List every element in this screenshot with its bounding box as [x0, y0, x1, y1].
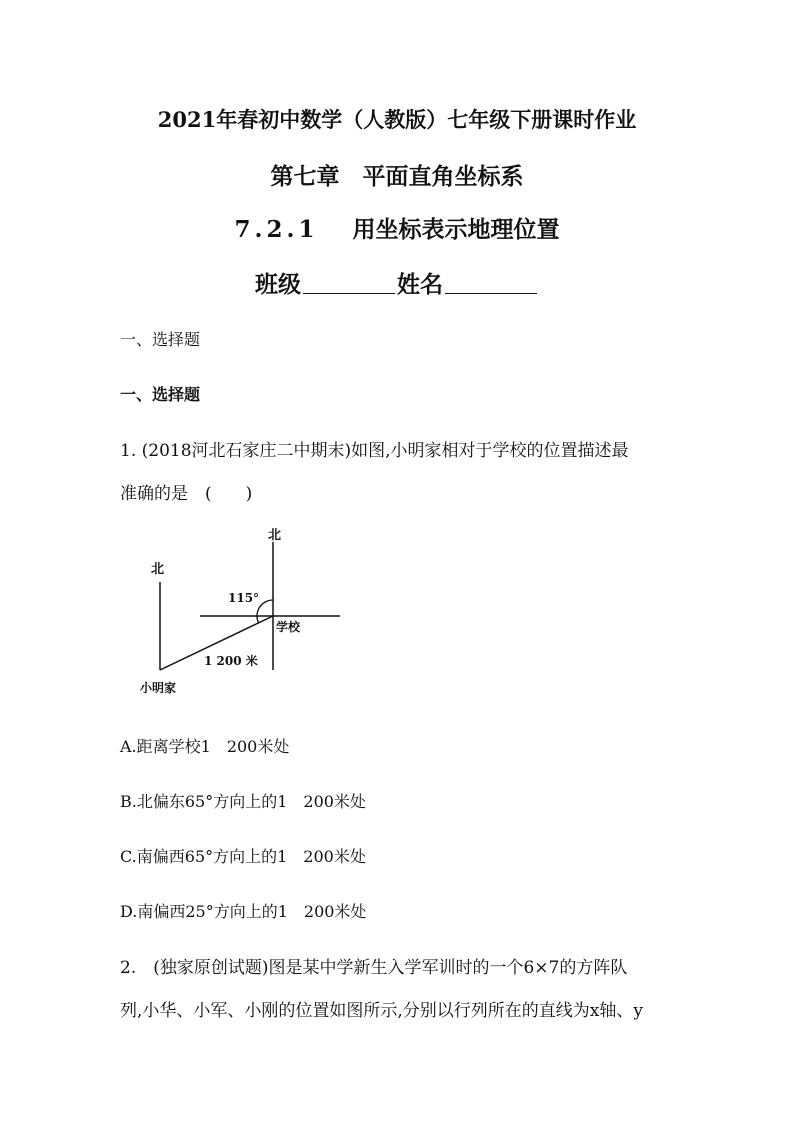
q2-stem-line2: 列,小华、小军、小刚的位置如图所示,分别以行列所在的直线为x轴、y	[120, 1001, 643, 1021]
document-title: 2021年春初中数学（人教版）七年级下册课时作业	[157, 107, 637, 132]
section-name: 用坐标表示地理位置	[352, 216, 560, 243]
section-heading-1: 一、选择题	[120, 330, 201, 349]
distance-label: 1 200 米	[204, 654, 258, 668]
q1-stem-line2: 准确的是 ( )	[120, 484, 253, 504]
q1-option-d: D.南偏西25°方向上的1 200米处	[120, 902, 367, 921]
q1-figure	[130, 520, 360, 705]
school-label: 学校	[276, 620, 301, 634]
section-title	[0, 211, 794, 244]
class-blank	[303, 271, 395, 294]
home-label: 小明家	[140, 681, 177, 695]
name-label: 姓名	[397, 271, 443, 298]
name-blank	[445, 271, 537, 294]
q2-stem-line1: 2. (独家原创试题)图是某中学新生入学军训时的一个6×7的方阵队	[120, 958, 628, 978]
q1-option-c: C.南偏西65°方向上的1 200米处	[120, 847, 366, 866]
north-label-right: 北	[268, 528, 282, 543]
section-heading-2: 一、选择题	[120, 385, 201, 404]
class-label: 班级	[255, 271, 301, 298]
q1-stem-line1: 1. (2018河北石家庄二中期末)如图,小明家相对于学校的位置描述最	[120, 441, 629, 461]
angle-label: 115°	[228, 591, 260, 605]
north-label-left: 北	[151, 562, 165, 577]
class-name-line	[0, 266, 794, 299]
chapter-title: 第七章 平面直角坐标系	[270, 163, 524, 190]
section-number: 7.2.1	[234, 216, 319, 243]
q1-option-b: B.北偏东65°方向上的1 200米处	[120, 792, 366, 811]
q1-option-a: A.距离学校1 200米处	[120, 737, 290, 756]
